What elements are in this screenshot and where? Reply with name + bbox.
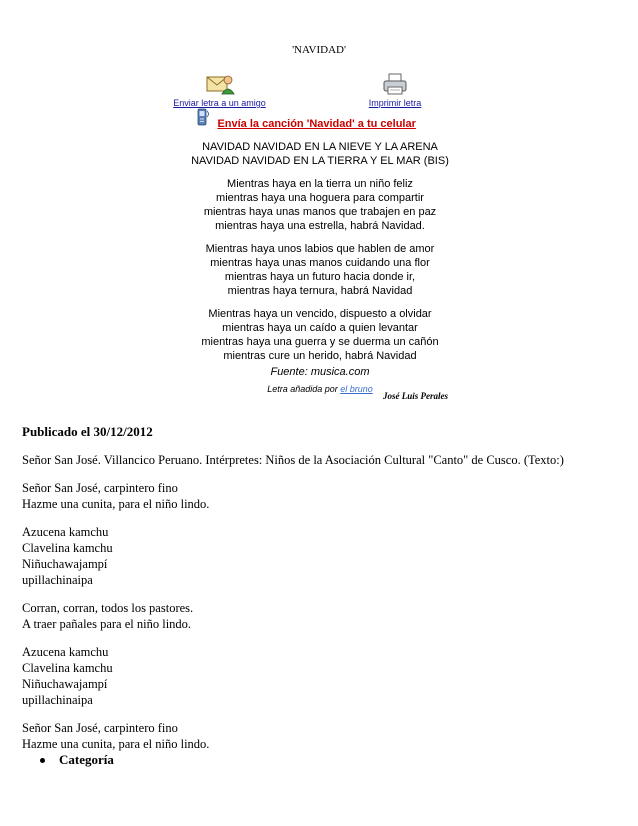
post-line: Niñuchawajampí bbox=[22, 557, 108, 571]
lyric-line: mientras haya unas manos que trabajen en paz bbox=[203, 206, 437, 218]
lyric-line: mientras haya un futuro hacia donde ir, bbox=[224, 271, 416, 283]
post-line: A traer pañales para el niño lindo. bbox=[22, 617, 192, 631]
post-line: Azucena kamchu bbox=[22, 645, 109, 659]
post-paragraph bbox=[22, 644, 622, 708]
post-line: Niñuchawajampí bbox=[22, 677, 108, 691]
send-to-friend-block[interactable] bbox=[172, 72, 267, 108]
published-date: Publicado el 30/12/2012 bbox=[22, 424, 153, 439]
print-link[interactable]: Imprimir letra bbox=[368, 98, 422, 108]
lyric-line: mientras haya unas manos cuidando una flor bbox=[210, 257, 430, 269]
lyrics-author: José Luis Perales bbox=[383, 391, 448, 401]
lyric-line: Mientras haya un vencido, dispuesto a olvidar bbox=[208, 308, 432, 320]
post-paragraph bbox=[22, 524, 622, 588]
lyrics-stanza bbox=[150, 140, 490, 168]
lyric-line: mientras haya un caído a quien levantar bbox=[222, 322, 418, 334]
lyric-line: Mientras haya en la tierra un niño feliz bbox=[227, 178, 413, 190]
post-paragraph bbox=[22, 600, 622, 632]
added-by-user-link[interactable]: el bruno bbox=[340, 384, 373, 394]
lyric-line: mientras haya una guerra y se duerma un cañón bbox=[201, 336, 439, 348]
category-label[interactable]: Categoría bbox=[59, 752, 114, 767]
post-line: Señor San José, carpintero fino bbox=[22, 721, 178, 735]
send-to-friend-link[interactable]: Enviar letra a un amigo bbox=[173, 98, 266, 108]
post-paragraph bbox=[22, 452, 622, 468]
lyric-line: Mientras haya unos labios que hablen de amor bbox=[205, 243, 435, 255]
post-line: Clavelina kamchu bbox=[22, 661, 113, 675]
added-by-prefix: Letra añadida por bbox=[267, 384, 338, 394]
envelope-person-icon bbox=[205, 72, 235, 96]
post-line: Corran, corran, todos los pastores. bbox=[22, 601, 194, 615]
post-line: Señor San José. Villancico Peruano. Intérpretes: Niños de la Asociación Cultural "Canto" de Cusco. (Texto:) bbox=[22, 453, 564, 467]
lyrics-stanza bbox=[150, 307, 490, 363]
lyrics-stanza bbox=[150, 242, 490, 298]
lyric-line: NAVIDAD NAVIDAD EN LA TIERRA Y EL MAR (BIS) bbox=[191, 155, 449, 167]
print-block[interactable] bbox=[360, 72, 430, 108]
page-title: 'NAVIDAD' bbox=[292, 44, 346, 56]
post-line: Clavelina kamchu bbox=[22, 541, 113, 555]
post-line: Hazme una cunita, para el niño lindo. bbox=[22, 737, 210, 751]
category-item[interactable] bbox=[40, 752, 114, 768]
post-line: Señor San José, carpintero fino bbox=[22, 481, 178, 495]
send-to-cell-block[interactable] bbox=[195, 108, 416, 128]
post-line: Azucena kamchu bbox=[22, 525, 109, 539]
lyric-line: mientras cure un herido, habrá Navidad bbox=[223, 350, 417, 362]
post-paragraph bbox=[22, 480, 622, 512]
printer-icon bbox=[382, 72, 408, 96]
lyric-line: NAVIDAD NAVIDAD EN LA NIEVE Y LA ARENA bbox=[202, 141, 438, 153]
lyrics-block bbox=[150, 140, 490, 396]
post-line: upillachinaipa bbox=[22, 693, 93, 707]
post-line: Hazme una cunita, para el niño lindo. bbox=[22, 497, 210, 511]
lyric-line: mientras haya una estrella, habrá Navidad. bbox=[215, 220, 425, 232]
lyrics-source: Fuente: musica.com bbox=[270, 366, 370, 378]
post-line: upillachinaipa bbox=[22, 573, 93, 587]
send-to-cell-link[interactable]: Envía la canción 'Navidad' a tu celular bbox=[217, 118, 416, 130]
bullet-icon bbox=[40, 758, 45, 763]
cellphone-icon bbox=[195, 108, 211, 128]
lyric-line: mientras haya una hoguera para compartir bbox=[216, 192, 424, 204]
post-body bbox=[22, 424, 622, 764]
lyric-line: mientras haya ternura, habrá Navidad bbox=[227, 285, 413, 297]
lyrics-stanza bbox=[150, 177, 490, 233]
post-paragraph bbox=[22, 720, 622, 752]
